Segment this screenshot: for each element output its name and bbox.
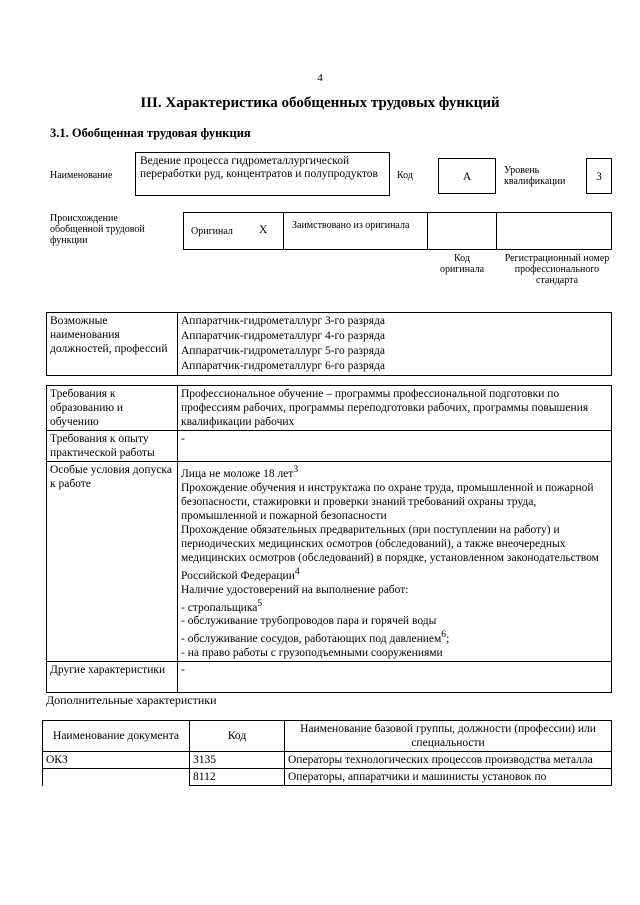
position-item: Аппаратчик-гидрометаллург 3-го разряда	[181, 315, 386, 327]
experience-label: Требования к опыту практической работы	[47, 431, 178, 462]
education-value: Профессиональное обучение – программы профессиональной подготовки по профессиям рабочих, программы переподготовки рабочих, программы повышения квалификации рабочих	[178, 386, 612, 431]
table-row	[43, 752, 612, 769]
header-group-name: Наименование базовой группы, должности (профессии) или специальности	[285, 721, 612, 752]
origin-divider-1	[283, 212, 284, 250]
header-code: Код	[190, 721, 285, 752]
condition-line: Наличие удостоверений на выполнение работ:	[181, 583, 409, 596]
page-number: 4	[317, 72, 323, 84]
origin-label: Происхождение обобщенной трудовой функции	[50, 213, 145, 246]
code-original-caption: Код оригинала	[439, 253, 485, 275]
additional-table	[42, 720, 612, 786]
additional-title: Дополнительные характеристики	[46, 693, 217, 707]
conditions-label: Особые условия допуска к работе	[47, 462, 178, 662]
positions-values	[178, 313, 612, 376]
row-group-name: Операторы технологических процессов производства металла	[285, 752, 612, 769]
function-name-value: Ведение процесса гидрометаллургической переработки руд, концентратов и полупродуктов	[140, 155, 378, 180]
row-group-name: Операторы, аппаратчики и машинисты установок по	[285, 769, 612, 786]
borrowed-label: Заимствовано из оригинала	[292, 220, 410, 231]
row-document: ОКЗ	[43, 752, 190, 769]
condition-line: - обслуживание сосудов, работающих под давлением$^6$;	[181, 629, 450, 646]
other-label: Другие характеристики	[47, 662, 178, 693]
level-box	[586, 158, 612, 194]
level-value: 3	[596, 171, 602, 183]
code-value: А	[462, 171, 472, 183]
name-label: Наименование	[50, 170, 113, 181]
requirements-table	[46, 385, 612, 693]
position-item: Аппаратчик-гидрометаллург 5-го разряда	[181, 345, 386, 357]
condition-line: Прохождение обязательных предварительных (при поступлении на работу) и периодических медицинских осмотров (обследований), а также внеочередных медицинских осмотров (обследований) в порядке, установленном законодательством Российской Федерации$^4$	[181, 523, 599, 582]
subsection-title: 3.1. Обобщенная трудовая функция	[50, 126, 251, 140]
footnote-ref: 6	[441, 629, 447, 641]
condition-line: Прохождение обучения и инструктажа по охране труда, промышленной и пожарной безопасности, стажировки и проверки знаний требований охраны труда, промышленной и пожарной безопасности	[181, 481, 594, 522]
condition-line: - обслуживание трубопроводов пара и горячей воды	[181, 615, 437, 628]
header-document: Наименование документа	[43, 721, 190, 752]
footnote-ref: 4	[294, 565, 300, 577]
position-item: Аппаратчик-гидрометаллург 6-го разряда	[181, 360, 386, 372]
origin-divider-3	[496, 212, 497, 250]
code-box	[438, 158, 496, 194]
section-title: III. Характеристика обобщенных трудовых функций	[140, 95, 500, 111]
footnote-ref: 5	[257, 597, 263, 609]
row-document	[43, 769, 190, 786]
footnote-ref: 3	[293, 464, 299, 475]
experience-value: -	[178, 431, 612, 462]
condition-line: - на право работы с грузоподъемными сооружениями	[181, 647, 443, 660]
position-item: Аппаратчик-гидрометаллург 4-го разряда	[181, 330, 386, 342]
level-label: Уровень квалификации	[504, 165, 566, 187]
positions-label: Возможные наименования должностей, профессий	[47, 313, 178, 376]
condition-line: Лица не моложе 18 лет$^3$	[181, 464, 299, 480]
row-code: 3135	[190, 752, 285, 769]
positions-table	[46, 312, 612, 376]
code-label: Код	[397, 170, 413, 181]
table-row	[43, 769, 612, 786]
condition-line: - стропальщика$^5$	[181, 597, 263, 614]
function-name-box	[135, 152, 390, 196]
origin-divider-2	[427, 212, 428, 250]
other-value: -	[178, 662, 612, 693]
origin-box	[183, 212, 612, 250]
original-mark: Х	[259, 224, 268, 236]
conditions-values	[178, 462, 612, 662]
education-label: Требования к образованию и обучению	[47, 386, 178, 431]
original-label: Оригинал	[191, 226, 233, 237]
row-code: 8112	[190, 769, 285, 786]
reg-number-caption: Регистрационный номер профессионального стандарта	[504, 253, 610, 286]
